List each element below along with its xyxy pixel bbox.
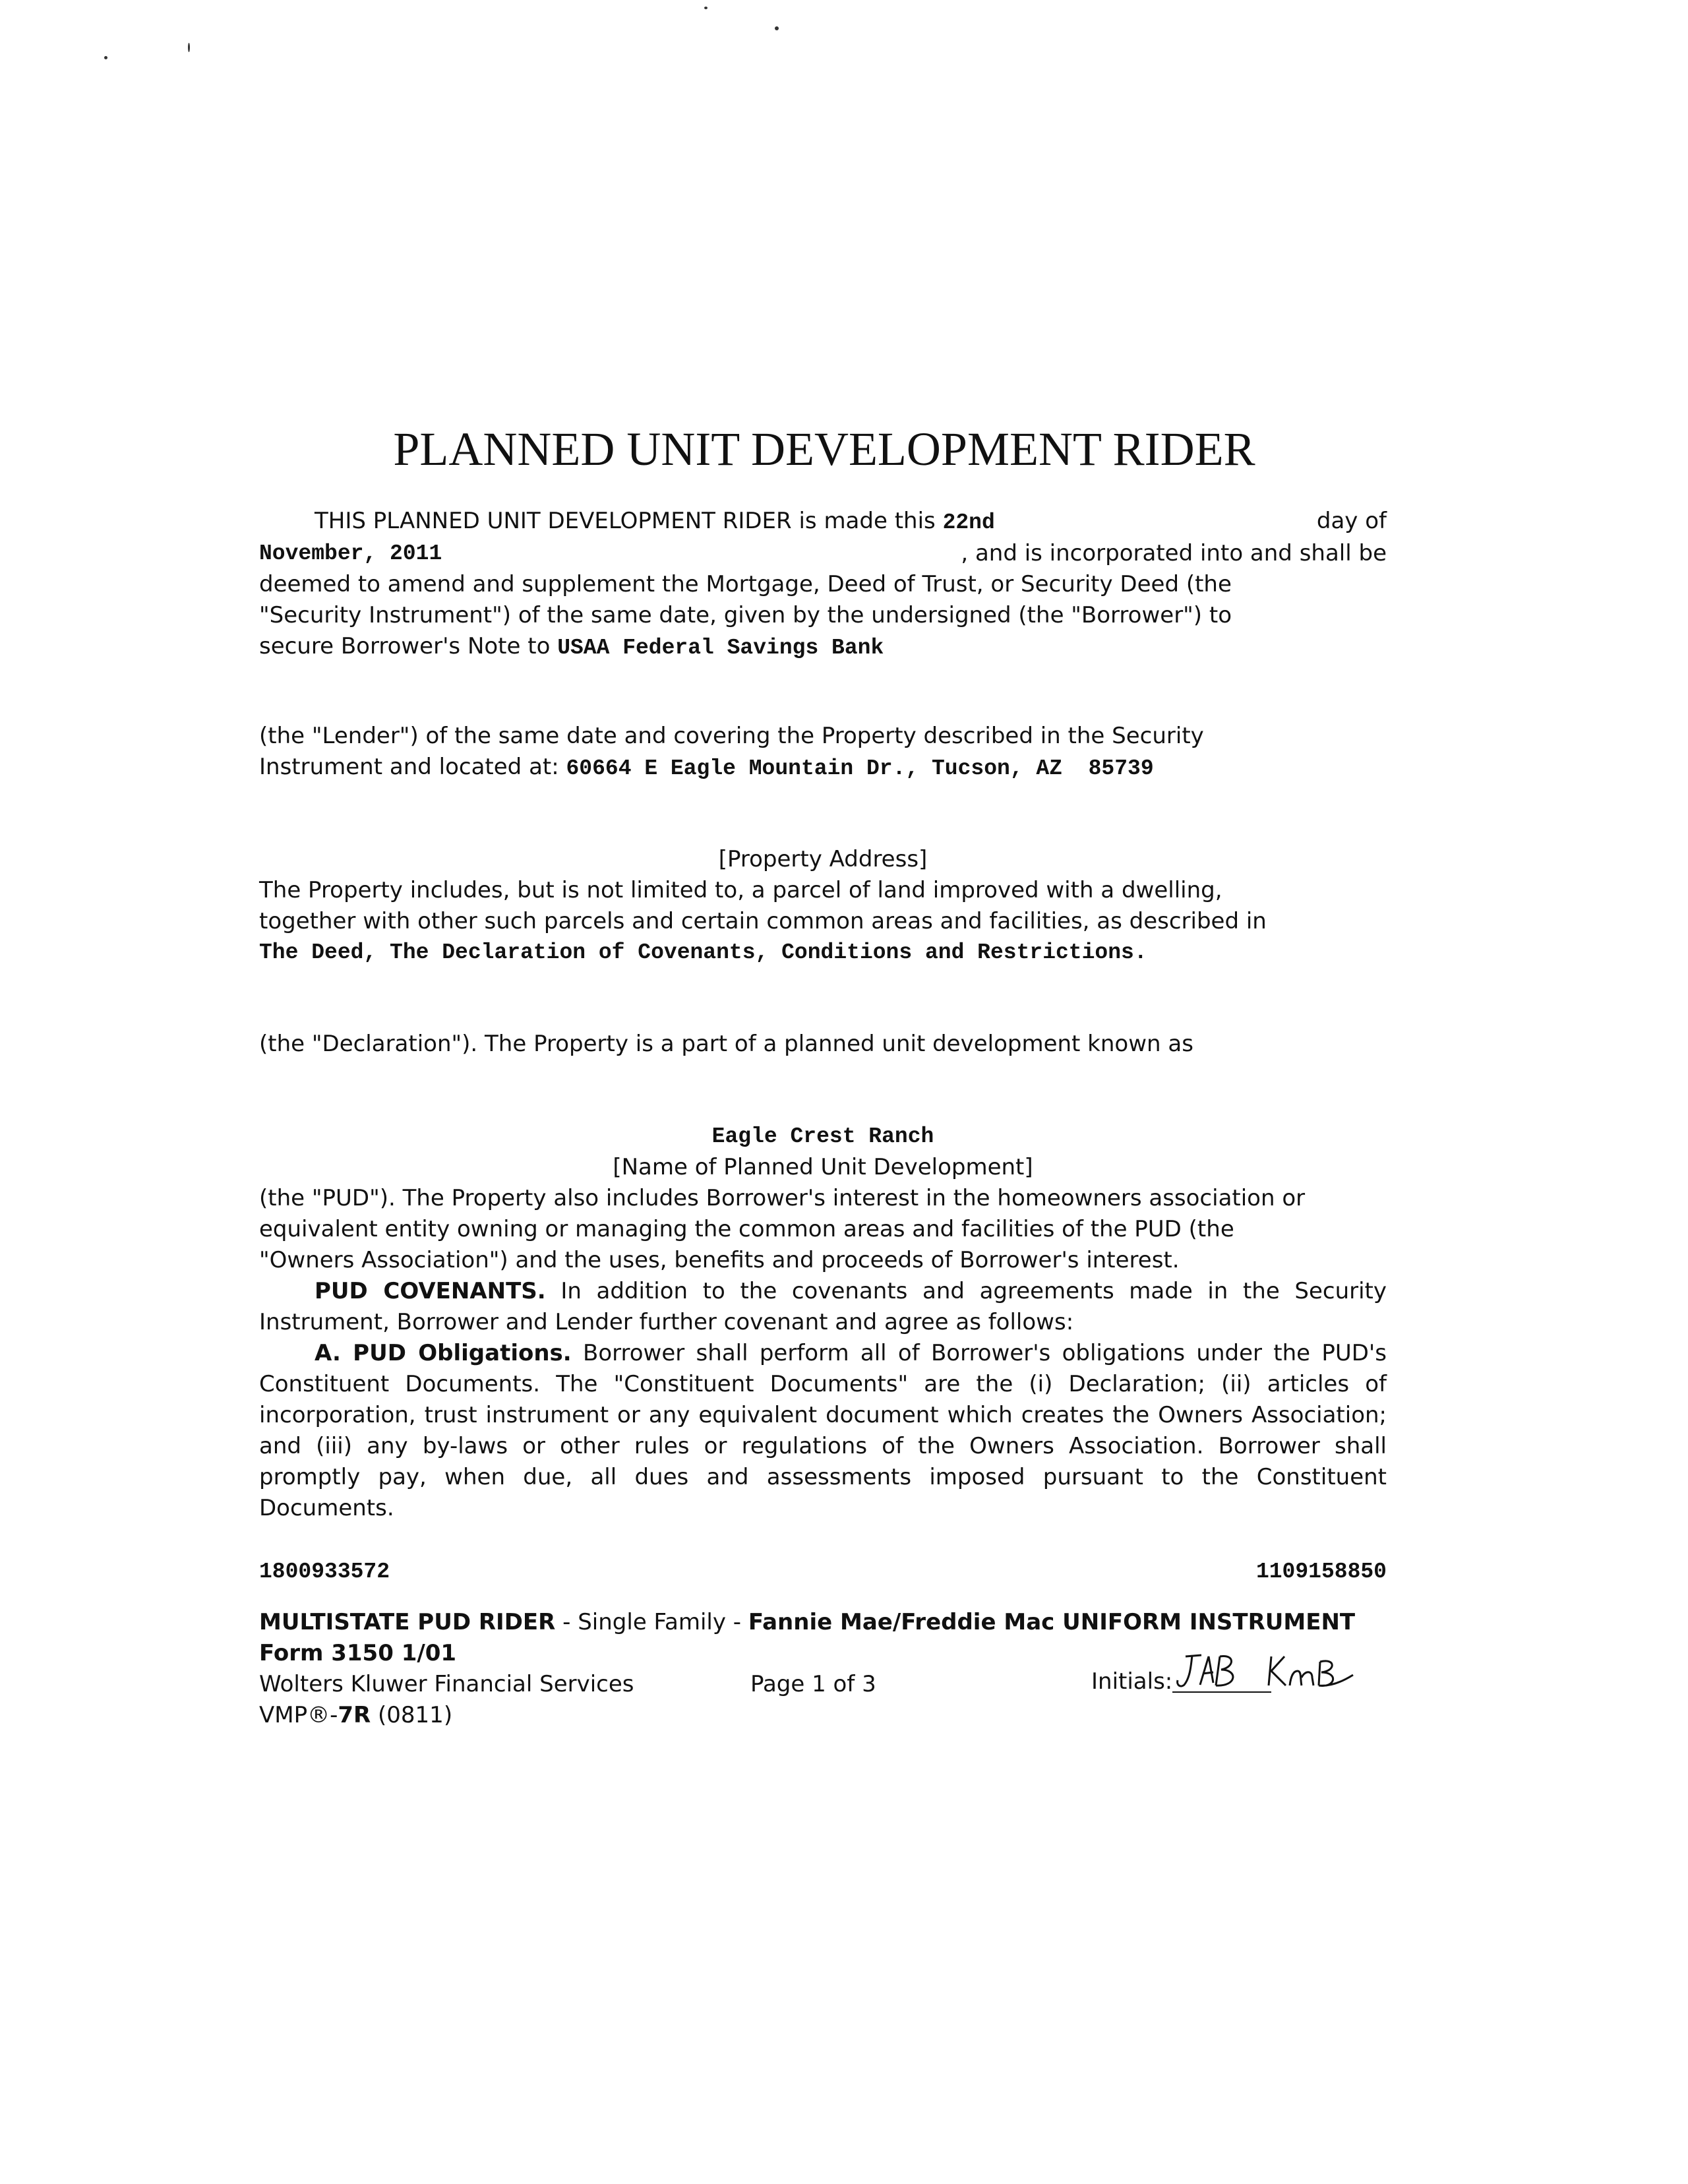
- loan-number-right: 1109158850: [1255, 1560, 1387, 1584]
- publisher: Wolters Kluwer Financial Services: [259, 1671, 634, 1697]
- scan-speck: [188, 43, 190, 52]
- rider-day: 22nd: [942, 510, 995, 535]
- intro-line-1: THIS PLANNED UNIT DEVELOPMENT RIDER is made this 22nd day of: [315, 508, 1387, 535]
- intro-line-2: November, 2011 , and is incorporated into and shall be: [259, 538, 1387, 569]
- page-number: Page 1 of 3: [750, 1671, 876, 1697]
- lender-paragraph: (the "Lender") of the same date and covering the Property described in the Security Instrument and located at: 60664 E Eagle Mountain Dr., Tucson, AZ 85739: [259, 721, 1387, 784]
- initials-label: Initials:: [1091, 1668, 1173, 1695]
- pud-obligations-paragraph: A. PUD Obligations. Borrower shall perform all of Borrower's obligations under the PUD's Constituent Documents. The "Constituent Documents" are the (i) Declaration; (ii) articles of incorporation, trust instrument or any equivalent document which creates the Owners Association; and (iii) any by-laws or other rules or regulations of the Owners Association. Borrower shall promptly pay, when due, all dues and assessments imposed pursuant to the Constituent Documents.: [259, 1340, 1387, 1521]
- governing-documents: The Deed, The Declaration of Covenants, Conditions and Restrictions.: [259, 940, 1147, 965]
- pud-name: Eagle Crest Ranch: [711, 1124, 934, 1149]
- intro-paragraph: THIS PLANNED UNIT DEVELOPMENT RIDER is made this 22nd day of November, 2011 , and is incorporated into and shall be deemed to amend and supplement the Mortgage, Deed of Trust, or Security Deed (the "Security Instrument") of the same date, given by the undersigned (the "Borrower") to secure Borrower's Note to USAA Federal Savings Bank: [259, 506, 1387, 663]
- pud-name-label: [Name of Planned Unit Development]: [613, 1154, 1033, 1180]
- property-address-label: [Property Address]: [718, 846, 928, 872]
- rider-month-year: November, 2011: [259, 541, 442, 566]
- pud-covenants-heading: PUD COVENANTS.: [315, 1278, 546, 1304]
- pud-paragraph: Eagle Crest Ranch [Name of Planned Unit Development] (the "PUD"). The Property also includes Borrower's interest in the homeowners association or equivalent entity owning or managing the common areas and facilities of the PUD (the "Owners Association") and the uses, benefits and proceeds of Borrower's interest. PUD COVENANTS. In addition to the covenants and agreements made in the Security Instrument, Borrower and Lender further covenant and agree as follows: A. PUD Obligations. Borrower shall perform all of Borrower's obligations under the PUD's Constituent Documents. The "Constituent Documents" are the (i) Declaration; (ii) articles of incorporation, trust instrument or any equivalent document which creates the Owners Association; and (iii) any by-laws or other rules or regulations of the Owners Association. Borrower shall promptly pay, when due, all dues and assessments imposed pursuant to the Constituent Documents.: [259, 1121, 1387, 1524]
- property-address: 60664 E Eagle Mountain Dr., Tucson, AZ 85739: [566, 756, 1154, 781]
- scan-speck: [775, 26, 779, 30]
- pud-covenants-paragraph: PUD COVENANTS. In addition to the covenants and agreements made in the Security Instrument, Borrower and Lender further covenant and agree as follows:: [259, 1278, 1387, 1335]
- initials-area: [1091, 1649, 1370, 1695]
- scan-speck: [104, 56, 107, 59]
- initials-signature: [1172, 1649, 1370, 1695]
- lender-name: USAA Federal Savings Bank: [557, 636, 884, 660]
- declaration-paragraph: (the "Declaration"). The Property is a part of a planned unit development known as: [259, 1031, 1193, 1057]
- intro-line-5: secure Borrower's Note to USAA Federal Savings Bank: [259, 633, 884, 660]
- loan-number-left: 1800933572: [259, 1560, 390, 1584]
- form-title: MULTISTATE PUD RIDER - Single Family - Fannie Mae/Freddie Mac UNIFORM INSTRUMENT: [259, 1609, 1356, 1635]
- loan-numbers: [259, 1560, 1387, 1584]
- property-paragraph: [Property Address] The Property includes, but is not limited to, a parcel of land improved with a dwelling, together with other such parcels and certain common areas and facilities, as described in The Deed, The Declaration of Covenants, Conditions and Restrictions.: [259, 844, 1387, 968]
- lender-line-2: Instrument and located at: 60664 E Eagle Mountain Dr., Tucson, AZ 85739: [259, 754, 1154, 781]
- vmp-code: VMP®-7R (0811): [259, 1702, 453, 1728]
- document-title: PLANNED UNIT DEVELOPMENT RIDER: [393, 423, 1255, 475]
- pud-obligations-heading: A. PUD Obligations.: [315, 1340, 572, 1366]
- scan-speck: [704, 7, 708, 9]
- form-number: Form 3150 1/01: [259, 1640, 457, 1666]
